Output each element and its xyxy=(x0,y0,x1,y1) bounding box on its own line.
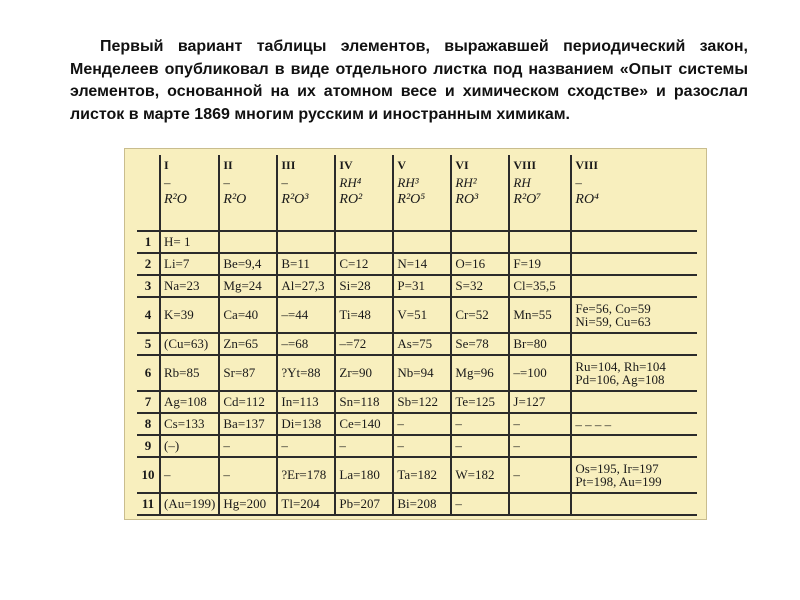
element-cell xyxy=(509,493,571,515)
intro-paragraph xyxy=(70,36,748,126)
element-cell: La=180 xyxy=(335,457,393,493)
element-cell: – xyxy=(393,413,451,435)
element-cell: – xyxy=(160,457,219,493)
table-row xyxy=(137,457,697,493)
header-group-2: II – R²O xyxy=(219,155,277,231)
group-8-cell xyxy=(571,275,697,297)
element-cell: J=127 xyxy=(509,391,571,413)
element-cell: F=19 xyxy=(509,253,571,275)
element-cell: Rb=85 xyxy=(160,355,219,391)
element-cell: B=11 xyxy=(277,253,335,275)
mendeleev-table-scan xyxy=(124,148,707,520)
group-8-cell xyxy=(571,435,697,457)
group-8-entry: – – – – xyxy=(575,416,612,432)
element-cell: Si=28 xyxy=(335,275,393,297)
group-8-entry: Pt=198, Au=199 xyxy=(575,474,662,489)
element-cell: Ce=140 xyxy=(335,413,393,435)
element-cell: – xyxy=(451,493,509,515)
group-8-cell xyxy=(571,355,697,391)
element-cell: Tl=204 xyxy=(277,493,335,515)
element-cell: Se=78 xyxy=(451,333,509,355)
group-8-cell xyxy=(571,493,697,515)
table-row xyxy=(137,413,697,435)
element-cell: H= 1 xyxy=(160,231,219,253)
group-8-entry: Pd=106, Ag=108 xyxy=(575,372,665,387)
group-8-cell xyxy=(571,457,697,493)
element-cell: –=72 xyxy=(335,333,393,355)
header-corner xyxy=(137,155,160,231)
element-cell: – xyxy=(277,435,335,457)
element-cell: Ca=40 xyxy=(219,297,277,333)
header-group-7: VIII RH R²O⁷ xyxy=(509,155,571,231)
table-row xyxy=(137,297,697,333)
element-cell: Li=7 xyxy=(160,253,219,275)
element-cell: Na=23 xyxy=(160,275,219,297)
element-cell xyxy=(277,231,335,253)
element-cell xyxy=(509,231,571,253)
table-body xyxy=(137,231,697,515)
table-row xyxy=(137,333,697,355)
element-cell: Sb=122 xyxy=(393,391,451,413)
element-cell: – xyxy=(509,435,571,457)
header-group-8: VIII – RO⁴ xyxy=(571,155,697,231)
header-group-4: IV RH⁴ RO² xyxy=(335,155,393,231)
row-number: 3 xyxy=(137,275,160,297)
element-cell: – xyxy=(219,435,277,457)
group-8-cell xyxy=(571,253,697,275)
element-cell: – xyxy=(451,435,509,457)
element-cell: N=14 xyxy=(393,253,451,275)
group-8-cell xyxy=(571,297,697,333)
element-cell: – xyxy=(509,457,571,493)
table-row xyxy=(137,493,697,515)
element-cell: Cs=133 xyxy=(160,413,219,435)
element-cell: ?Yt=88 xyxy=(277,355,335,391)
table-row xyxy=(137,435,697,457)
element-cell: W=182 xyxy=(451,457,509,493)
element-cell: Mg=24 xyxy=(219,275,277,297)
group-8-cell xyxy=(571,231,697,253)
element-cell: (Au=199) xyxy=(160,493,219,515)
element-cell: Sr=87 xyxy=(219,355,277,391)
group-8-entry: Fe=56, Co=59 xyxy=(575,301,651,316)
element-cell: Ti=48 xyxy=(335,297,393,333)
element-cell: Cl=35,5 xyxy=(509,275,571,297)
element-cell: –=44 xyxy=(277,297,335,333)
element-cell: (–) xyxy=(160,435,219,457)
group-8-entry: Ni=59, Cu=63 xyxy=(575,314,651,329)
row-number: 2 xyxy=(137,253,160,275)
element-cell: Mn=55 xyxy=(509,297,571,333)
row-number: 8 xyxy=(137,413,160,435)
element-cell: Be=9,4 xyxy=(219,253,277,275)
header-group-3: III – R²O³ xyxy=(277,155,335,231)
group-8-cell xyxy=(571,413,697,435)
table-row xyxy=(137,275,697,297)
row-number: 6 xyxy=(137,355,160,391)
element-cell: As=75 xyxy=(393,333,451,355)
intro-text: Первый вариант таблицы элементов, выражавшей периодический закон, Менделеев опубликовал в виде отдельного листка под названием «Опыт системы элементов, основанной на их атомном весе и химическом сходстве» и разослал листок в марте 1869 многим русским и иностранным химикам. xyxy=(70,38,748,123)
element-cell: Te=125 xyxy=(451,391,509,413)
element-cell: Sn=118 xyxy=(335,391,393,413)
group-8-cell xyxy=(571,391,697,413)
row-number: 5 xyxy=(137,333,160,355)
element-cell: O=16 xyxy=(451,253,509,275)
row-number: 10 xyxy=(137,457,160,493)
table-row xyxy=(137,355,697,391)
element-cell: Al=27,3 xyxy=(277,275,335,297)
element-cell: – xyxy=(335,435,393,457)
element-cell xyxy=(335,231,393,253)
element-cell xyxy=(219,231,277,253)
row-number: 9 xyxy=(137,435,160,457)
element-cell: Pb=207 xyxy=(335,493,393,515)
element-cell: Cr=52 xyxy=(451,297,509,333)
group-8-cell xyxy=(571,333,697,355)
element-cell: Cd=112 xyxy=(219,391,277,413)
element-cell: –=100 xyxy=(509,355,571,391)
element-cell: S=32 xyxy=(451,275,509,297)
element-cell: Di=138 xyxy=(277,413,335,435)
header-row xyxy=(137,155,697,231)
element-cell: V=51 xyxy=(393,297,451,333)
element-cell: – xyxy=(219,457,277,493)
row-number: 11 xyxy=(137,493,160,515)
group-8-entry: Os=195, Ir=197 xyxy=(575,461,659,476)
element-cell: Ag=108 xyxy=(160,391,219,413)
element-cell: Mg=96 xyxy=(451,355,509,391)
element-cell: ?Er=178 xyxy=(277,457,335,493)
row-number: 7 xyxy=(137,391,160,413)
group-8-entry: Ru=104, Rh=104 xyxy=(575,359,666,374)
element-cell: Nb=94 xyxy=(393,355,451,391)
element-cell: Zr=90 xyxy=(335,355,393,391)
element-cell xyxy=(393,231,451,253)
element-cell: –=68 xyxy=(277,333,335,355)
element-cell: Br=80 xyxy=(509,333,571,355)
element-cell: C=12 xyxy=(335,253,393,275)
header-group-6: VI RH² RO³ xyxy=(451,155,509,231)
table-row xyxy=(137,231,697,253)
row-number: 1 xyxy=(137,231,160,253)
element-cell xyxy=(451,231,509,253)
element-cell: (Cu=63) xyxy=(160,333,219,355)
element-cell: Ba=137 xyxy=(219,413,277,435)
element-cell: – xyxy=(393,435,451,457)
table-row xyxy=(137,391,697,413)
row-number: 4 xyxy=(137,297,160,333)
element-cell: K=39 xyxy=(160,297,219,333)
element-cell: Bi=208 xyxy=(393,493,451,515)
header-group-5: V RH³ R²O⁵ xyxy=(393,155,451,231)
element-cell: Ta=182 xyxy=(393,457,451,493)
periodic-table xyxy=(137,155,697,516)
element-cell: – xyxy=(509,413,571,435)
header-group-1: I – R²O xyxy=(160,155,219,231)
element-cell: Hg=200 xyxy=(219,493,277,515)
element-cell: P=31 xyxy=(393,275,451,297)
table-row xyxy=(137,253,697,275)
element-cell: – xyxy=(451,413,509,435)
element-cell: Zn=65 xyxy=(219,333,277,355)
element-cell: In=113 xyxy=(277,391,335,413)
